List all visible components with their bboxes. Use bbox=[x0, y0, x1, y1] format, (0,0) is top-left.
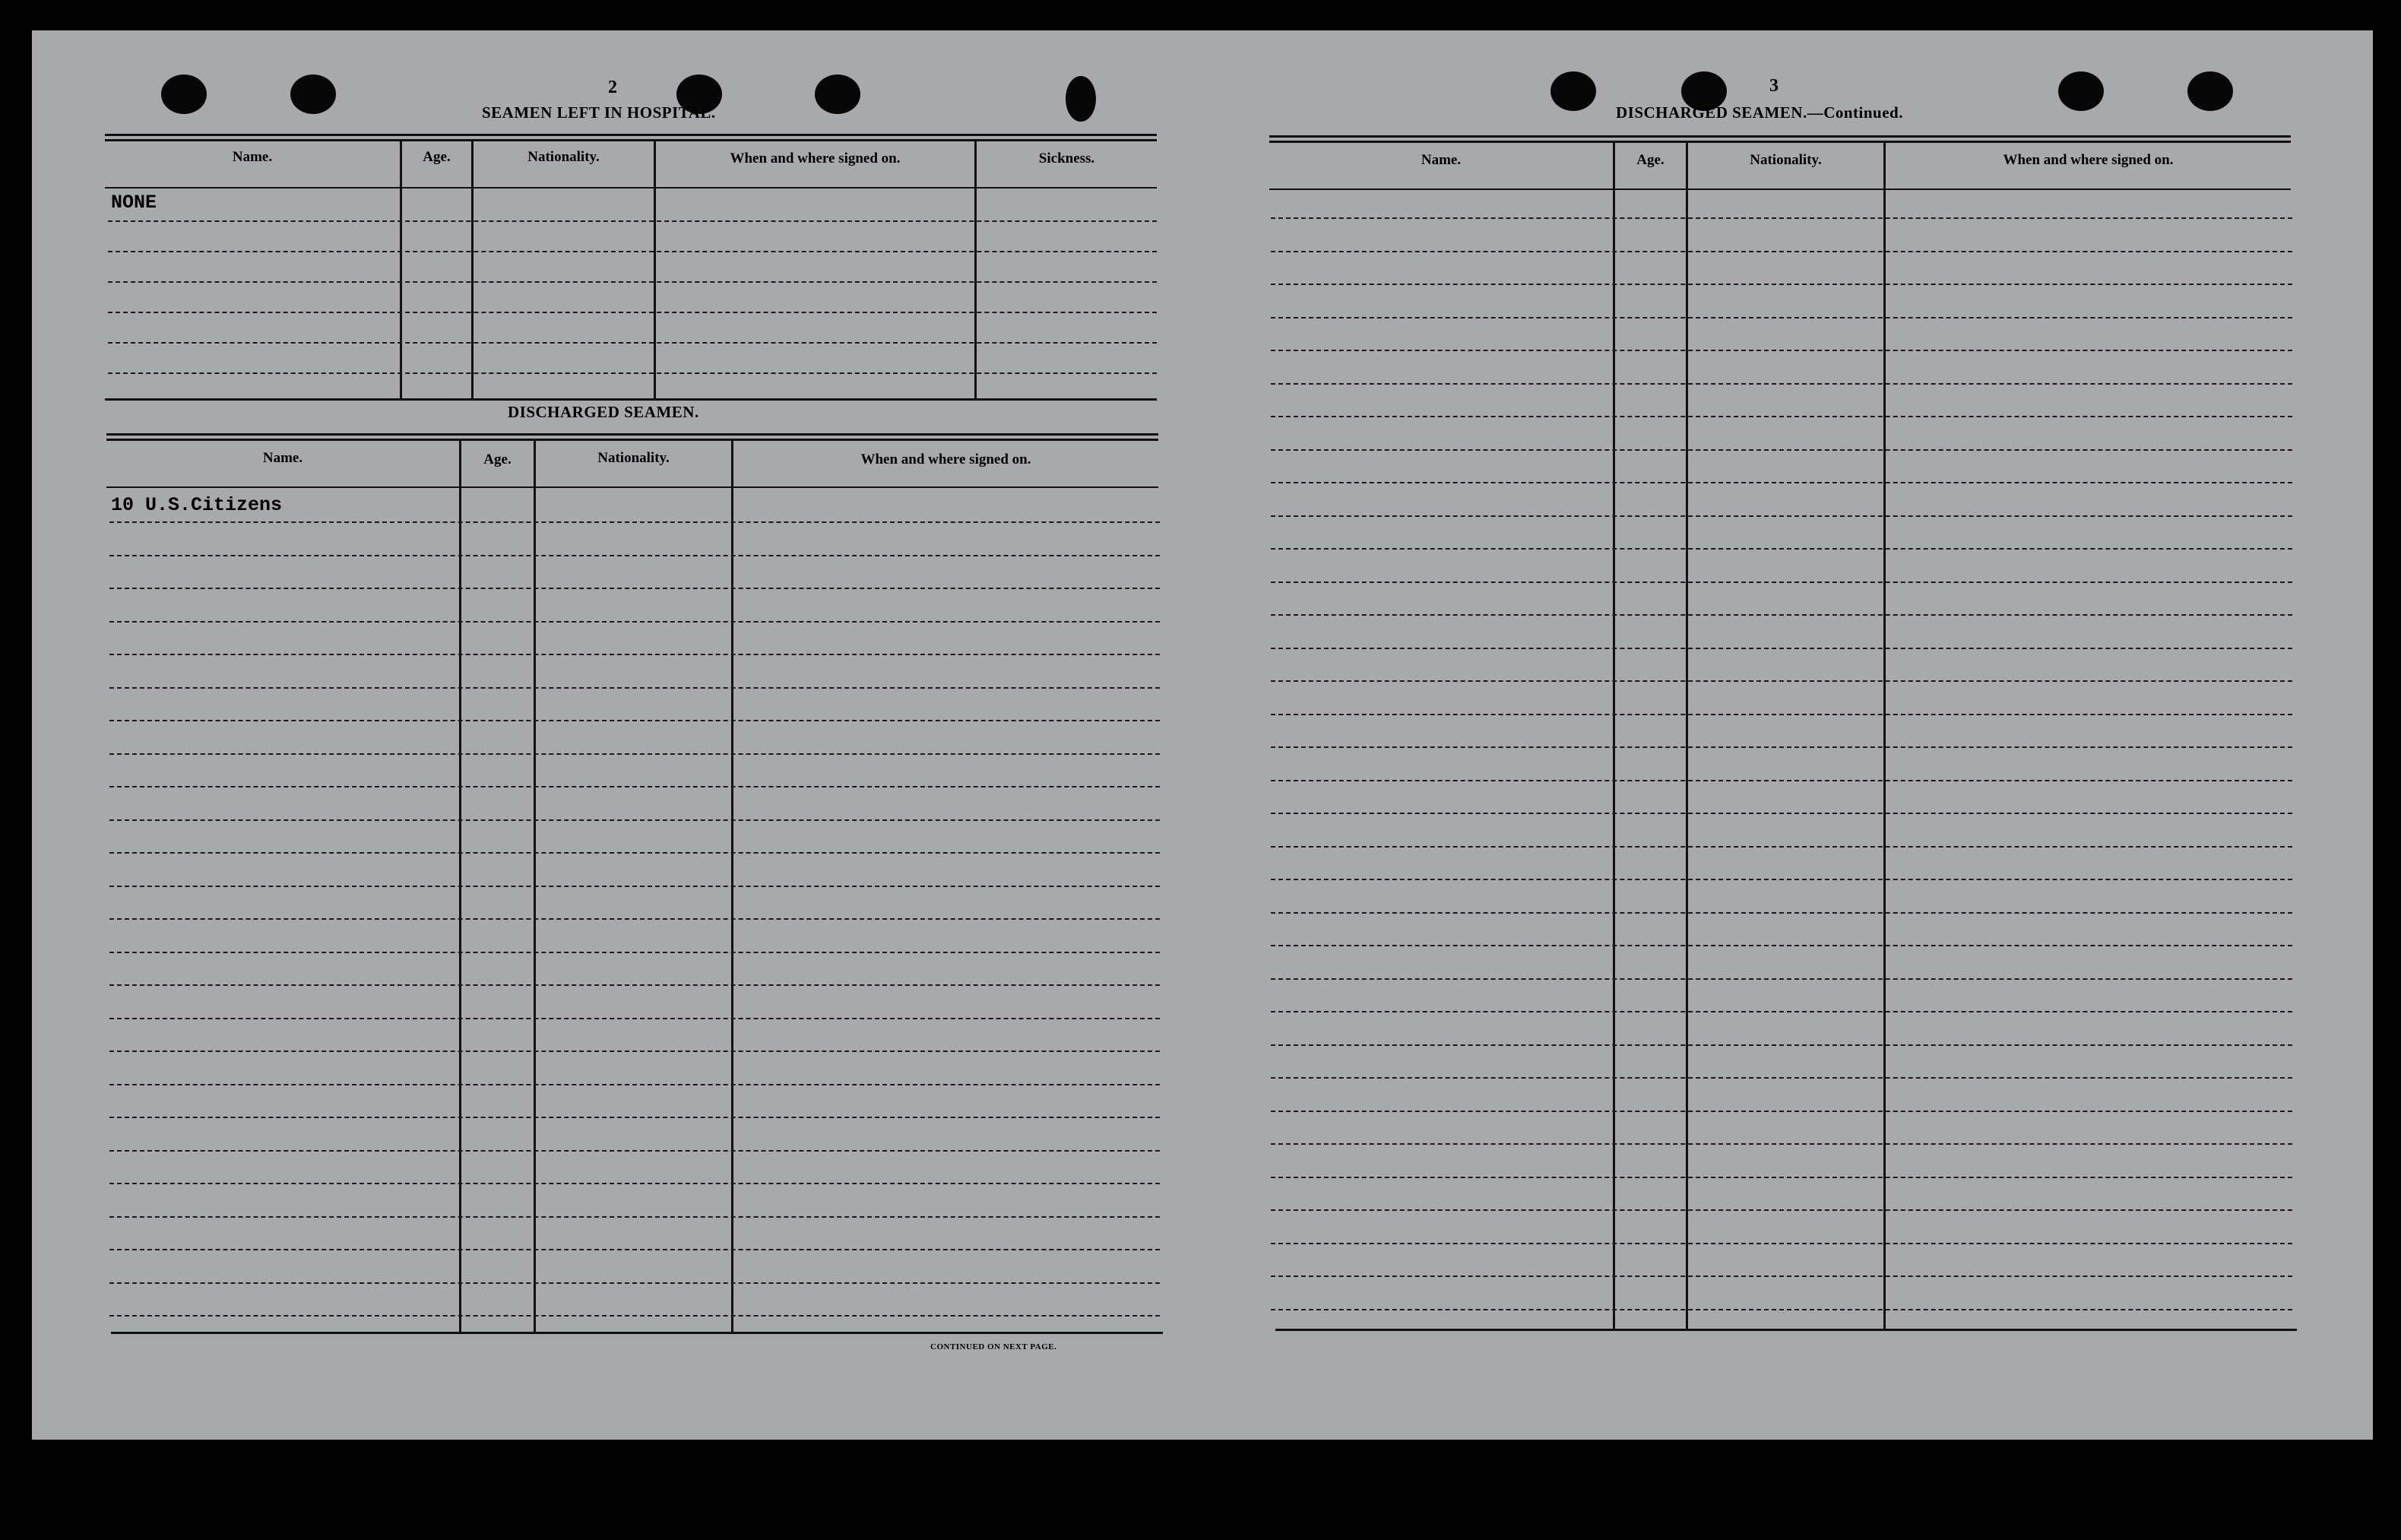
ruled-line bbox=[1271, 217, 2292, 219]
ruled-line bbox=[1271, 680, 2292, 682]
ruled-line bbox=[108, 220, 1157, 222]
ruled-line bbox=[1271, 548, 2292, 550]
table-rule bbox=[111, 1332, 1163, 1334]
ruled-line bbox=[1271, 1177, 2292, 1178]
punch-hole bbox=[2058, 71, 2104, 111]
ruled-line bbox=[109, 886, 1160, 887]
ruled-line bbox=[108, 281, 1157, 283]
ruled-line bbox=[109, 1084, 1160, 1085]
ruled-line bbox=[1271, 449, 2292, 451]
continued-note: CONTINUED ON NEXT PAGE. bbox=[930, 1342, 1057, 1351]
column-header-age: Age. bbox=[483, 452, 512, 467]
punch-hole bbox=[161, 74, 207, 114]
punch-hole bbox=[1066, 76, 1096, 122]
ruled-line bbox=[109, 1216, 1160, 1218]
ruled-line bbox=[1271, 416, 2292, 417]
ruled-line bbox=[1271, 515, 2292, 517]
table-rule bbox=[1275, 1329, 2297, 1331]
punch-hole bbox=[2187, 71, 2233, 111]
column-divider bbox=[1613, 143, 1615, 1329]
column-divider bbox=[654, 141, 656, 398]
punch-hole bbox=[290, 74, 336, 114]
column-header-sickness: Sickness. bbox=[1038, 151, 1095, 166]
table-rule bbox=[105, 139, 1157, 141]
ruled-line bbox=[1271, 581, 2292, 583]
column-header-signed-on: When and where signed on. bbox=[730, 151, 901, 166]
column-divider bbox=[1883, 143, 1886, 1329]
ruled-line bbox=[109, 1050, 1160, 1052]
discharged-section-title: DISCHARGED SEAMEN. bbox=[508, 403, 699, 421]
ruled-line bbox=[1271, 1209, 2292, 1211]
hospital-entry: NONE bbox=[111, 192, 157, 214]
column-divider bbox=[471, 141, 474, 398]
ruled-line bbox=[1271, 746, 2292, 748]
column-divider bbox=[974, 141, 977, 398]
column-header-nationality: Nationality. bbox=[597, 450, 670, 466]
ruled-line bbox=[1271, 714, 2292, 715]
ruled-line bbox=[109, 687, 1160, 689]
ruled-line bbox=[1271, 1011, 2292, 1012]
column-header-signed-on: When and where signed on. bbox=[860, 452, 1031, 467]
ruled-line bbox=[1271, 1044, 2292, 1046]
ruled-line bbox=[1271, 978, 2292, 980]
column-header-name: Name. bbox=[1421, 152, 1462, 168]
ruled-line bbox=[1271, 614, 2292, 616]
discharged-entry: 10 U.S.Citizens bbox=[111, 494, 283, 516]
ruled-line bbox=[1271, 383, 2292, 385]
punch-hole bbox=[1551, 71, 1596, 111]
ruled-line bbox=[109, 521, 1160, 523]
ruled-line bbox=[109, 720, 1160, 721]
ruled-line bbox=[109, 1249, 1160, 1250]
ruled-line bbox=[109, 1282, 1160, 1284]
column-header-nationality: Nationality. bbox=[527, 149, 600, 165]
ruled-line bbox=[1271, 317, 2292, 318]
ruled-line bbox=[109, 588, 1160, 589]
table-rule bbox=[1269, 189, 2291, 190]
hospital-section-title: SEAMEN LEFT IN HOSPITAL. bbox=[482, 103, 716, 122]
ruled-line bbox=[109, 1150, 1160, 1152]
column-divider bbox=[1686, 143, 1688, 1329]
table-rule bbox=[106, 486, 1158, 488]
ruled-line bbox=[109, 984, 1160, 986]
column-header-age: Age. bbox=[423, 149, 451, 165]
column-header-name: Name. bbox=[262, 450, 303, 466]
column-divider bbox=[400, 141, 402, 398]
ruled-line bbox=[109, 1183, 1160, 1184]
ruled-line bbox=[109, 819, 1160, 821]
table-rule bbox=[105, 134, 1157, 136]
ruled-line bbox=[109, 786, 1160, 787]
ruled-line bbox=[1271, 648, 2292, 649]
discharged-continued-title: DISCHARGED SEAMEN.—Continued. bbox=[1616, 103, 1903, 122]
table-rule bbox=[106, 433, 1158, 436]
ruled-line bbox=[1271, 1243, 2292, 1244]
table-rule bbox=[1269, 141, 2291, 143]
column-header-nationality: Nationality. bbox=[1750, 152, 1822, 168]
page-number: 3 bbox=[1769, 76, 1779, 96]
ruled-line bbox=[109, 1117, 1160, 1118]
ruled-line bbox=[109, 654, 1160, 655]
column-header-name: Name. bbox=[232, 149, 273, 165]
ruled-line bbox=[1271, 482, 2292, 483]
ruled-line bbox=[1271, 284, 2292, 285]
ruled-line bbox=[1271, 1143, 2292, 1145]
table-rule bbox=[106, 439, 1158, 441]
ruled-line bbox=[1271, 780, 2292, 781]
punch-hole bbox=[815, 74, 860, 114]
ruled-line bbox=[108, 251, 1157, 252]
ruled-line bbox=[109, 753, 1160, 755]
ruled-line bbox=[1271, 846, 2292, 848]
column-header-age: Age. bbox=[1636, 152, 1665, 168]
page-number: 2 bbox=[608, 78, 617, 97]
ruled-line bbox=[1271, 879, 2292, 880]
ruled-line bbox=[108, 342, 1157, 344]
ruled-line bbox=[109, 918, 1160, 920]
ruled-line bbox=[109, 621, 1160, 623]
table-rule bbox=[1269, 135, 2291, 138]
ruled-line bbox=[1271, 350, 2292, 351]
ruled-line bbox=[108, 312, 1157, 313]
document-sheet bbox=[32, 30, 2373, 1440]
ruled-line bbox=[1271, 945, 2292, 946]
ruled-line bbox=[109, 555, 1160, 556]
column-header-signed-on: When and where signed on. bbox=[2003, 152, 2174, 168]
table-rule bbox=[105, 398, 1157, 401]
ruled-line bbox=[1271, 912, 2292, 914]
ruled-line bbox=[1271, 1309, 2292, 1310]
ruled-line bbox=[108, 372, 1157, 374]
ruled-line bbox=[1271, 1111, 2292, 1112]
table-rule bbox=[105, 187, 1157, 189]
ruled-line bbox=[109, 952, 1160, 953]
ruled-line bbox=[109, 852, 1160, 854]
ruled-line bbox=[1271, 1077, 2292, 1079]
ruled-line bbox=[109, 1315, 1160, 1317]
ruled-line bbox=[1271, 251, 2292, 252]
ruled-line bbox=[1271, 1275, 2292, 1277]
ruled-line bbox=[109, 1018, 1160, 1019]
ruled-line bbox=[1271, 813, 2292, 814]
